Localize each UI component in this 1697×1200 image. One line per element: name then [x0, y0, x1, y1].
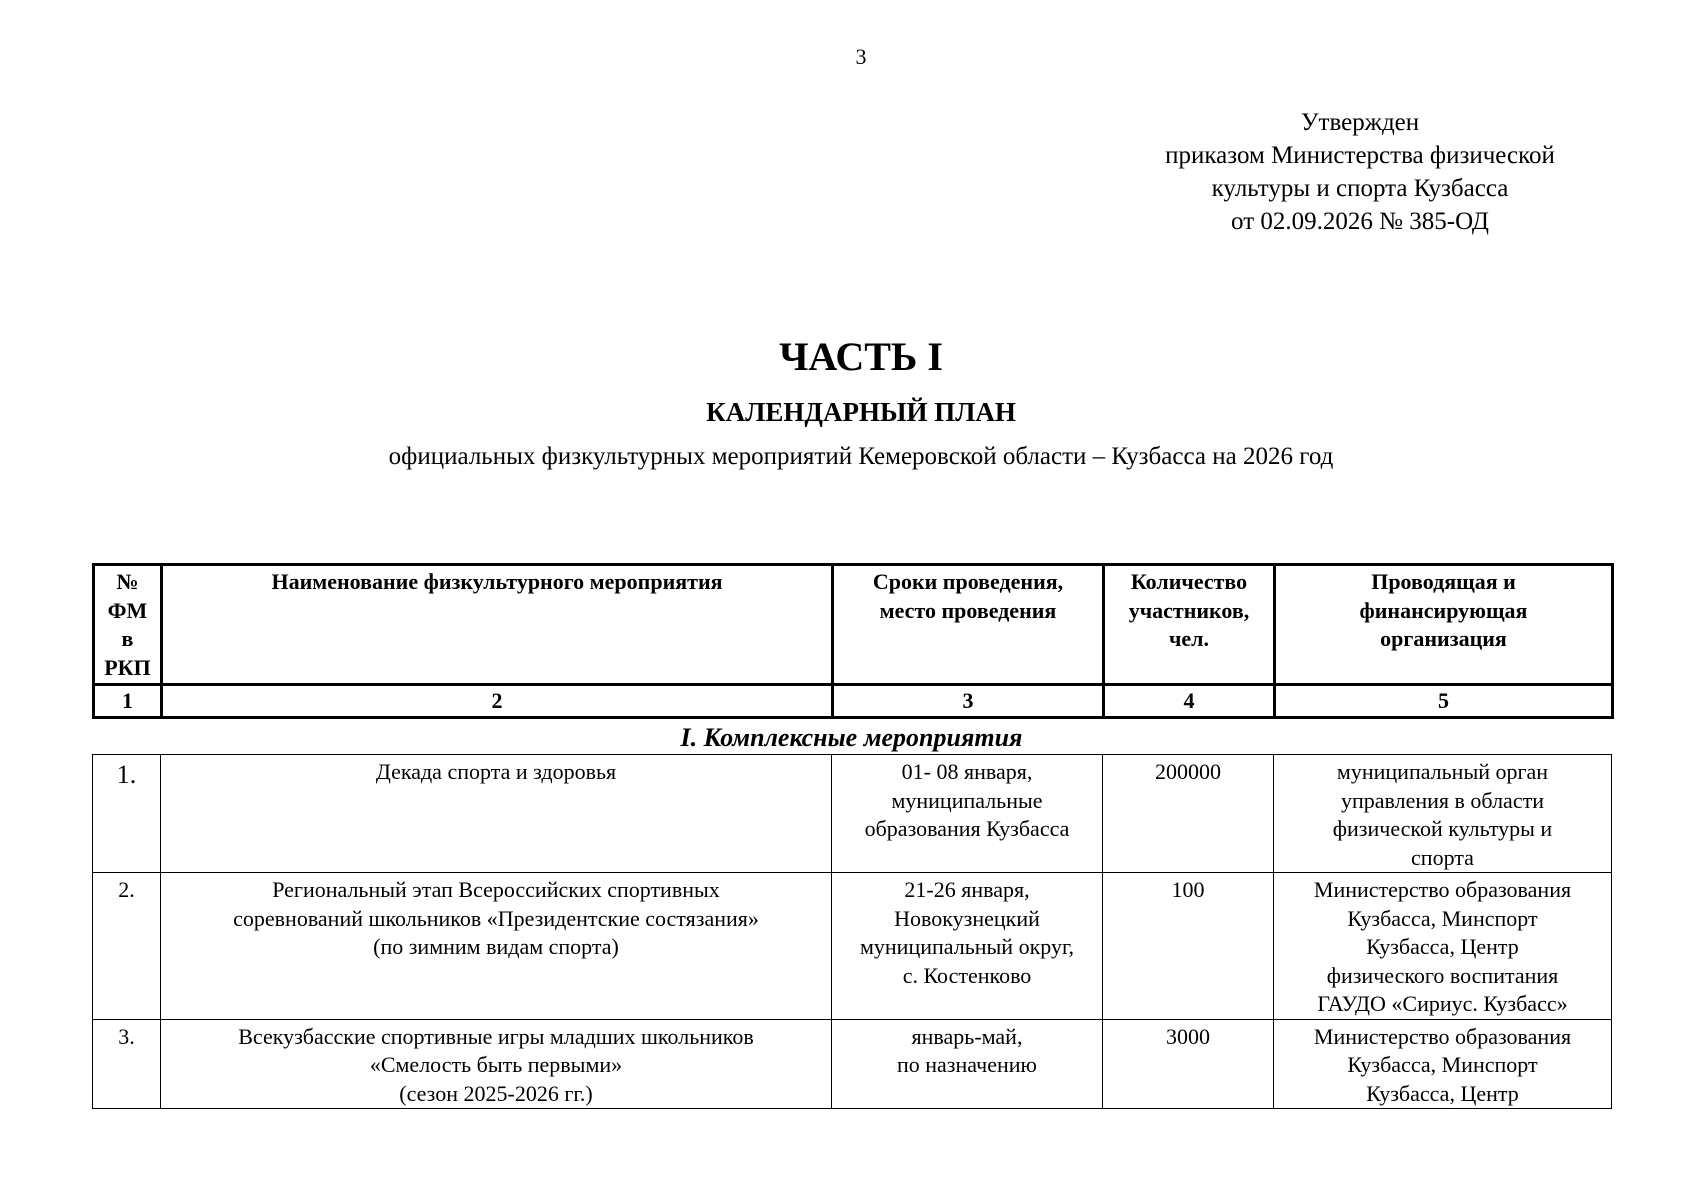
approval-line: от 02.09.2026 № 385-ОД	[1231, 208, 1489, 235]
event-participants: 200000	[1103, 755, 1274, 873]
part-title: ЧАСТЬ I	[779, 334, 943, 379]
approval-stamp	[1120, 106, 1600, 238]
header-dates-place: Сроки проведения, место проведения	[833, 565, 1104, 685]
table-header	[92, 563, 1614, 719]
table-row	[93, 873, 1612, 1020]
approval-line: Утвержден	[1300, 109, 1420, 136]
row-number: 3.	[93, 1019, 161, 1109]
event-name: Декада спорта и здоровья	[161, 755, 832, 873]
header-event-name: Наименование физкультурного мероприятия	[162, 565, 833, 685]
column-number: 1	[94, 685, 162, 718]
event-organizer: муниципальный орган управления в области физической культуры и спорта	[1274, 755, 1612, 873]
events-table	[92, 754, 1612, 1109]
row-number: 2.	[93, 873, 161, 1020]
row-number: 1.	[93, 755, 161, 873]
event-dates: 21-26 января, Новокузнецкий муниципальный округ, с. Костенково	[832, 873, 1103, 1020]
section-title: I. Комплексные мероприятия	[680, 723, 1023, 752]
plan-title: КАЛЕНДАРНЫЙ ПЛАН	[706, 397, 1016, 427]
table-row	[93, 755, 1612, 873]
approval-line: культуры и спорта Кузбасса	[1211, 175, 1509, 202]
approval-line: приказом Министерства физической	[1165, 142, 1555, 169]
event-dates: январь-май, по назначению	[832, 1019, 1103, 1109]
event-participants: 3000	[1103, 1019, 1274, 1109]
column-number: 3	[833, 685, 1104, 718]
header-participants: Количество участников, чел.	[1104, 565, 1275, 685]
plan-subtitle: официальных физкультурных мероприятий Кемеровской области – Кузбасса на 2026 год	[388, 443, 1334, 470]
page-number: 3	[855, 44, 867, 69]
event-name: Региональный этап Всероссийских спортивных соревнований школьников «Президентские состязания» (по зимним видам спорта)	[161, 873, 832, 1020]
event-name: Всекузбасские спортивные игры младших школьников «Смелость быть первыми» (сезон 2025-2026 гг.)	[161, 1019, 832, 1109]
event-organizer: Министерство образования Кузбасса, Минспорт Кузбасса, Центр	[1274, 1019, 1612, 1109]
event-organizer: Министерство образования Кузбасса, Минспорт Кузбасса, Центр физического воспитания ГАУДО «Сириус. Кузбасс»	[1274, 873, 1612, 1020]
header-number: № ФМ в РКП	[94, 565, 162, 685]
header-organizer: Проводящая и финансирующая организация	[1275, 565, 1613, 685]
event-participants: 100	[1103, 873, 1274, 1020]
column-number-row	[94, 685, 1613, 718]
column-number: 5	[1275, 685, 1613, 718]
column-number: 4	[1104, 685, 1275, 718]
title-block	[0, 333, 1697, 473]
table-row	[93, 1019, 1612, 1109]
column-number: 2	[162, 685, 833, 718]
event-dates: 01- 08 января, муниципальные образования Кузбасса	[832, 755, 1103, 873]
